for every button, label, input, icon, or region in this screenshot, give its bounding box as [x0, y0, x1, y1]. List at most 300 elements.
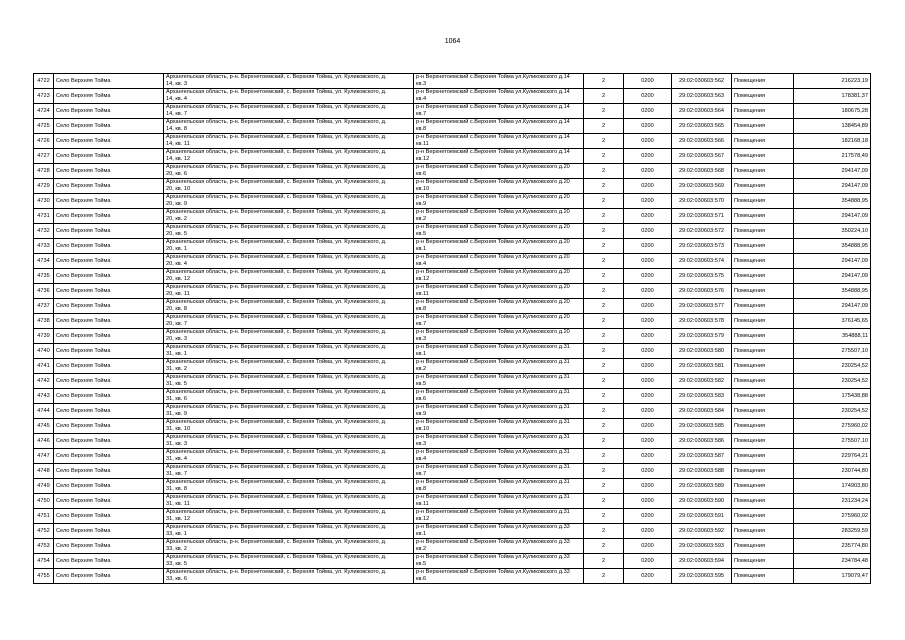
address-prefix: Архангельская область, р-н. Верхнетоемский, с. Верхняя Тойма, ул. Куликовского, д. [166, 299, 387, 305]
settlement-cell [54, 134, 164, 149]
house-number: 14 [166, 141, 173, 147]
cadastral-value-cell [794, 209, 871, 224]
count-value: 2 [601, 317, 606, 324]
object-type-cell [732, 419, 794, 434]
cadastral-number: 29:02:030603:584 [678, 407, 725, 414]
address-prefix: Архангельская область, р-н. Верхнетоемский, с. Верхняя Тойма, ул. Куликовского, д. [166, 179, 387, 185]
location-line-1 [416, 344, 581, 351]
location-prefix: р-н Верхнетоемский с.Верхняя Тойма ул.Куликовского д. [416, 389, 564, 395]
settlement-name: Село Верхняя Тойма [56, 377, 111, 384]
count-value: 2 [601, 572, 606, 579]
code-value: 0200 [641, 242, 654, 249]
object-type: Помещения [734, 212, 765, 219]
table-row [34, 434, 871, 449]
table-row [34, 569, 871, 584]
apartment-number: 1 [422, 531, 427, 537]
row-number-cell [34, 299, 54, 314]
cadastral-value: 275960,02 [841, 422, 868, 429]
object-type-cell [732, 524, 794, 539]
cadastral-number-cell [672, 104, 732, 119]
code-cell [624, 479, 672, 494]
settlement-name: Село Верхняя Тойма [56, 272, 111, 279]
settlement-name: Село Верхняя Тойма [56, 497, 111, 504]
object-type: Помещения [734, 557, 765, 564]
location-cell [414, 509, 584, 524]
object-type: Помещения [734, 377, 765, 384]
address-line-2: 20, кв. 12 [166, 276, 191, 282]
address-line-2: 20, кв. 1 [166, 246, 187, 252]
location-line-1 [416, 464, 581, 471]
settlement-name: Село Верхняя Тойма [56, 527, 111, 534]
row-number: 4751 [37, 512, 50, 519]
address-line-1 [166, 509, 411, 516]
code-value: 0200 [641, 212, 654, 219]
location-prefix: р-н Верхнетоемский с.Верхняя Тойма ул.Куликовского д. [416, 149, 564, 155]
settlement-cell [54, 389, 164, 404]
address-line-1 [166, 299, 411, 306]
address-line-2: 14, кв. 7 [166, 111, 187, 117]
settlement-name: Село Верхняя Тойма [56, 347, 111, 354]
address-cell [164, 269, 414, 284]
code-value: 0200 [641, 197, 654, 204]
object-type: Помещения [734, 302, 765, 309]
location-cell [414, 464, 584, 479]
cadastral-number-cell [672, 554, 732, 569]
address-prefix: Архангельская область, р-н. Верхнетоемский, с. Верхняя Тойма, ул. Куликовского, д. [166, 74, 387, 80]
code-cell [624, 434, 672, 449]
settlement-cell [54, 269, 164, 284]
cadastral-number: 29:02:030603:581 [678, 362, 725, 369]
table-row [34, 479, 871, 494]
address-line-1 [166, 149, 411, 156]
row-number: 4736 [37, 287, 50, 294]
code-cell [624, 299, 672, 314]
location-line-2: кв.11 [416, 501, 429, 507]
code-value: 0200 [641, 437, 654, 444]
house-number: 31 [166, 516, 173, 522]
settlement-name: Село Верхняя Тойма [56, 242, 111, 249]
house-number: 31 [166, 411, 173, 417]
apartment-number: 8 [183, 126, 187, 132]
house-number: 31 [166, 351, 173, 357]
address-line-2: 20, кв. 2 [166, 216, 187, 222]
cadastral-number-cell [672, 374, 732, 389]
address-line-1 [166, 374, 411, 381]
code-value: 0200 [641, 362, 654, 369]
count-value: 2 [601, 272, 606, 279]
count-value: 2 [601, 212, 606, 219]
address-cell [164, 569, 414, 584]
address-line-2: 20, кв. 6 [166, 171, 187, 177]
location-prefix: р-н Верхнетоемский с.Верхняя Тойма ул.Куликовского д. [416, 404, 564, 410]
object-type-cell [732, 89, 794, 104]
address-line-1 [166, 389, 411, 396]
table-row [34, 299, 871, 314]
apartment-number: 5 [422, 231, 427, 237]
object-type-cell [732, 314, 794, 329]
cadastral-value: 354888,95 [841, 197, 868, 204]
code-cell [624, 554, 672, 569]
code-cell [624, 524, 672, 539]
row-number-cell [34, 209, 54, 224]
cadastral-value: 182168,18 [841, 137, 868, 144]
cadastral-value-cell [794, 134, 871, 149]
count-value: 2 [601, 347, 606, 354]
row-number: 4755 [37, 572, 50, 579]
address-prefix: Архангельская область, р-н. Верхнетоемский, с. Верхняя Тойма, ул. Куликовского, д. [166, 164, 387, 170]
cadastral-value-cell [794, 554, 871, 569]
location-cell [414, 209, 584, 224]
address-cell [164, 224, 414, 239]
code-value: 0200 [641, 152, 654, 159]
location-line-1 [416, 374, 581, 381]
count-cell [584, 494, 624, 509]
address-line-1 [166, 554, 411, 561]
cadastral-number-cell [672, 284, 732, 299]
cadastral-number-cell [672, 299, 732, 314]
row-number-cell [34, 554, 54, 569]
cadastral-number-cell [672, 419, 732, 434]
row-number: 4737 [37, 302, 50, 309]
apartment-number: 7 [183, 471, 187, 477]
house-number: 20 [563, 194, 570, 200]
cadastral-number-cell [672, 179, 732, 194]
row-number: 4744 [37, 407, 50, 414]
cadastral-value: 229764,21 [841, 452, 868, 459]
object-type-cell [732, 434, 794, 449]
house-number: 20 [563, 224, 570, 230]
house-number: 31 [166, 366, 173, 372]
apartment-number: 4 [183, 456, 187, 462]
settlement-cell [54, 284, 164, 299]
object-type-cell [732, 164, 794, 179]
settlement-cell [54, 404, 164, 419]
cadastral-number: 29:02:030603:587 [678, 452, 725, 459]
cadastral-value: 275960,02 [841, 512, 868, 519]
location-prefix: р-н Верхнетоемский с.Верхняя Тойма ул.Куликовского д. [416, 329, 564, 335]
address-cell [164, 554, 414, 569]
object-type: Помещения [734, 197, 765, 204]
cadastral-number: 29:02:030603:590 [678, 497, 725, 504]
address-prefix: Архангельская область, р-н. Верхнетоемский, с. Верхняя Тойма, ул. Куликовского, д. [166, 569, 387, 575]
address-prefix: Архангельская область, р-н. Верхнетоемский, с. Верхняя Тойма, ул. Куликовского, д. [166, 434, 387, 440]
address-line-1 [166, 344, 411, 351]
location-prefix: р-н Верхнетоемский с.Верхняя Тойма ул.Куликовского д. [416, 179, 564, 185]
address-line-1 [166, 89, 411, 96]
address-line-1 [166, 419, 411, 426]
address-line-1 [166, 359, 411, 366]
row-number-cell [34, 269, 54, 284]
address-line-2: 20, кв. 9 [166, 201, 187, 207]
cadastral-value-cell [794, 74, 871, 89]
code-value: 0200 [641, 527, 654, 534]
house-number: 31 [166, 426, 173, 432]
apartment-number: 10 [422, 186, 430, 192]
settlement-name: Село Верхняя Тойма [56, 107, 111, 114]
house-number: 33 [166, 576, 173, 582]
address-prefix: Архангельская область, р-н. Верхнетоемский, с. Верхняя Тойма, ул. Куликовского, д. [166, 119, 387, 125]
address-line-1 [166, 209, 411, 216]
address-cell [164, 164, 414, 179]
address-line-2: 33, кв. 2 [166, 546, 187, 552]
table-row [34, 134, 871, 149]
cadastral-number: 29:02:030603:582 [678, 377, 725, 384]
table-row [34, 419, 871, 434]
settlement-name: Село Верхняя Тойма [56, 557, 111, 564]
row-number-cell [34, 404, 54, 419]
address-prefix: Архангельская область, р-н. Верхнетоемский, с. Верхняя Тойма, ул. Куликовского, д. [166, 134, 387, 140]
location-line-2: кв.10 [416, 426, 430, 432]
cadastral-value: 217578,49 [841, 152, 868, 159]
house-number: 20 [166, 306, 173, 312]
cadastral-number: 29:02:030603:577 [678, 302, 725, 309]
apartment-number: 10 [183, 186, 191, 192]
cadastral-value: 230254,52 [841, 407, 868, 414]
apartment-number: 1 [183, 351, 187, 357]
code-value: 0200 [641, 257, 654, 264]
address-prefix: Архангельская область, р-н. Верхнетоемский, с. Верхняя Тойма, ул. Куликовского, д. [166, 404, 387, 410]
count-value: 2 [601, 137, 606, 144]
object-type: Помещения [734, 482, 765, 489]
cadastral-number-cell [672, 254, 732, 269]
address-prefix: Архангельская область, р-н. Верхнетоемский, с. Верхняя Тойма, ул. Куликовского, д. [166, 254, 387, 260]
address-line-2: 14, кв. 11 [166, 141, 190, 147]
house-number: 31 [166, 471, 173, 477]
settlement-name: Село Верхняя Тойма [56, 167, 111, 174]
cadastral-number-cell [672, 89, 732, 104]
location-line-1 [416, 119, 581, 126]
apartment-number: 8 [422, 486, 427, 492]
apartment-number: 10 [422, 426, 430, 432]
row-number: 4726 [37, 137, 50, 144]
settlement-name: Село Верхняя Тойма [56, 437, 111, 444]
table-row [34, 239, 871, 254]
row-number-cell [34, 434, 54, 449]
row-number-cell [34, 119, 54, 134]
location-prefix: р-н Верхнетоемский с.Верхняя Тойма ул.Куликовского д. [416, 209, 564, 215]
code-cell [624, 404, 672, 419]
page-number: 1064 [444, 38, 461, 45]
house-number: 33 [166, 531, 173, 537]
address-cell [164, 209, 414, 224]
location-prefix: р-н Верхнетоемский с.Верхняя Тойма ул.Куликовского д. [416, 299, 564, 305]
address-line-2: 31, кв. 1 [166, 351, 187, 357]
location-line-1 [416, 74, 581, 81]
address-cell [164, 449, 414, 464]
count-cell [584, 209, 624, 224]
table-row [34, 149, 871, 164]
address-line-1 [166, 269, 411, 276]
location-line-1 [416, 404, 581, 411]
count-value: 2 [601, 302, 606, 309]
address-line-2: 14, кв. 3 [166, 81, 187, 87]
cadastral-value: 230254,52 [841, 362, 868, 369]
location-line-2: кв.8 [416, 126, 427, 132]
cadastral-value: 294147,09 [841, 257, 868, 264]
table-body [34, 74, 871, 584]
object-type-cell [732, 74, 794, 89]
settlement-name: Село Верхняя Тойма [56, 452, 111, 459]
apartment-number: 5 [183, 231, 187, 237]
apartment-number: 8 [422, 126, 427, 132]
location-line-2: кв.10 [416, 186, 430, 192]
cadastral-number-cell [672, 524, 732, 539]
settlement-cell [54, 149, 164, 164]
row-number-cell [34, 104, 54, 119]
table-row [34, 284, 871, 299]
row-number-cell [34, 179, 54, 194]
cadastral-value-cell [794, 194, 871, 209]
house-number: 33 [166, 561, 173, 567]
house-number: 20 [166, 321, 173, 327]
cadastral-number: 29:02:030603:592 [678, 527, 725, 534]
code-value: 0200 [641, 167, 654, 174]
row-number: 4752 [37, 527, 50, 534]
location-cell [414, 494, 584, 509]
row-number: 4739 [37, 332, 50, 339]
location-prefix: р-н Верхнетоемский с.Верхняя Тойма ул.Куликовского д. [416, 344, 564, 350]
count-cell [584, 314, 624, 329]
settlement-name: Село Верхняя Тойма [56, 182, 111, 189]
location-line-1 [416, 149, 581, 156]
settlement-cell [54, 509, 164, 524]
house-number: 14 [563, 74, 570, 80]
address-cell [164, 344, 414, 359]
address-cell [164, 539, 414, 554]
apartment-number: 2 [422, 366, 427, 372]
address-line-2: 33, кв. 1 [166, 531, 187, 537]
table-row [34, 329, 871, 344]
row-number: 4734 [37, 257, 50, 264]
settlement-cell [54, 209, 164, 224]
address-line-1 [166, 134, 411, 141]
location-line-2: кв.4 [416, 456, 427, 462]
object-type-cell [732, 539, 794, 554]
code-value: 0200 [641, 422, 654, 429]
object-type: Помещения [734, 137, 765, 144]
house-number: 14 [166, 81, 173, 87]
code-value: 0200 [641, 452, 654, 459]
address-line-2: 20, кв. 7 [166, 321, 187, 327]
object-type-cell [732, 344, 794, 359]
house-number: 20 [166, 276, 173, 282]
object-type-cell [732, 239, 794, 254]
address-prefix: Архангельская область, р-н. Верхнетоемский, с. Верхняя Тойма, ул. Куликовского, д. [166, 89, 387, 95]
cadastral-value-cell [794, 239, 871, 254]
row-number: 4742 [37, 377, 50, 384]
code-value: 0200 [641, 182, 654, 189]
object-type-cell [732, 494, 794, 509]
cadastral-value: 294147,09 [841, 302, 868, 309]
location-line-2: кв.5 [416, 561, 427, 567]
address-prefix: Архангельская область, р-н. Верхнетоемский, с. Верхняя Тойма, ул. Куликовского, д. [166, 539, 387, 545]
location-cell [414, 359, 584, 374]
location-prefix: р-н Верхнетоемский с.Верхняя Тойма ул.Куликовского д. [416, 419, 564, 425]
cadastral-number: 29:02:030603:567 [678, 152, 725, 159]
count-cell [584, 404, 624, 419]
cadastral-value-cell [794, 179, 871, 194]
location-prefix: р-н Верхнетоемский с.Верхняя Тойма ул.Куликовского д. [416, 449, 564, 455]
count-cell [584, 479, 624, 494]
object-type-cell [732, 119, 794, 134]
code-cell [624, 539, 672, 554]
apartment-number: 12 [183, 156, 191, 162]
apartment-number: 12 [183, 516, 191, 522]
object-type-cell [732, 389, 794, 404]
location-line-1 [416, 254, 581, 261]
code-value: 0200 [641, 557, 654, 564]
location-cell [414, 314, 584, 329]
address-line-2: 31, кв. 5 [166, 381, 187, 387]
address-line-1 [166, 194, 411, 201]
object-type: Помещения [734, 437, 765, 444]
code-value: 0200 [641, 407, 654, 414]
house-number: 20 [563, 269, 570, 275]
location-line-2: кв.11 [416, 141, 429, 147]
cadastral-number-cell [672, 344, 732, 359]
house-number: 14 [166, 126, 173, 132]
row-number-cell [34, 389, 54, 404]
house-number: 31 [563, 359, 570, 365]
count-value: 2 [601, 482, 606, 489]
cadastral-value-cell [794, 269, 871, 284]
row-number-cell [34, 509, 54, 524]
object-type-cell [732, 104, 794, 119]
house-number: 20 [166, 186, 173, 192]
house-number: 31 [563, 389, 570, 395]
cadastral-number-cell [672, 389, 732, 404]
object-type-cell [732, 179, 794, 194]
row-number: 4732 [37, 227, 50, 234]
cadastral-number: 29:02:030603:588 [678, 467, 725, 474]
apartment-number: 6 [183, 171, 187, 177]
settlement-cell [54, 179, 164, 194]
count-value: 2 [601, 152, 606, 159]
object-type: Помещения [734, 182, 765, 189]
location-prefix: р-н Верхнетоемский с.Верхняя Тойма ул.Куликовского д. [416, 284, 564, 290]
row-number: 4754 [37, 557, 50, 564]
code-value: 0200 [641, 497, 654, 504]
object-type: Помещения [734, 407, 765, 414]
location-cell [414, 74, 584, 89]
count-value: 2 [601, 437, 606, 444]
cadastral-value: 294147,09 [841, 272, 868, 279]
cadastral-number-cell [672, 329, 732, 344]
house-number: 14 [563, 149, 570, 155]
settlement-cell [54, 554, 164, 569]
cadastral-number-cell [672, 74, 732, 89]
address-prefix: Архангельская область, р-н. Верхнетоемский, с. Верхняя Тойма, ул. Куликовского, д. [166, 449, 387, 455]
address-line-2: 20, кв. 4 [166, 261, 187, 267]
location-line-2: кв.3 [416, 441, 427, 447]
location-prefix: р-н Верхнетоемский с.Верхняя Тойма ул.Куликовского д. [416, 539, 564, 545]
cadastral-value: 216223,19 [841, 77, 868, 84]
cadastral-value: 179079,47 [841, 572, 868, 579]
cadastral-number-cell [672, 164, 732, 179]
row-number: 4723 [37, 92, 50, 99]
location-line-2: кв.4 [416, 261, 427, 267]
code-value: 0200 [641, 317, 654, 324]
address-cell [164, 254, 414, 269]
house-number: 20 [563, 254, 570, 260]
object-type-cell [732, 134, 794, 149]
address-line-1 [166, 539, 411, 546]
cadastral-value: 275507,10 [841, 347, 868, 354]
row-number: 4738 [37, 317, 50, 324]
cadastral-number: 29:02:030603:564 [678, 107, 725, 114]
apartment-number: 9 [183, 411, 187, 417]
address-cell [164, 89, 414, 104]
